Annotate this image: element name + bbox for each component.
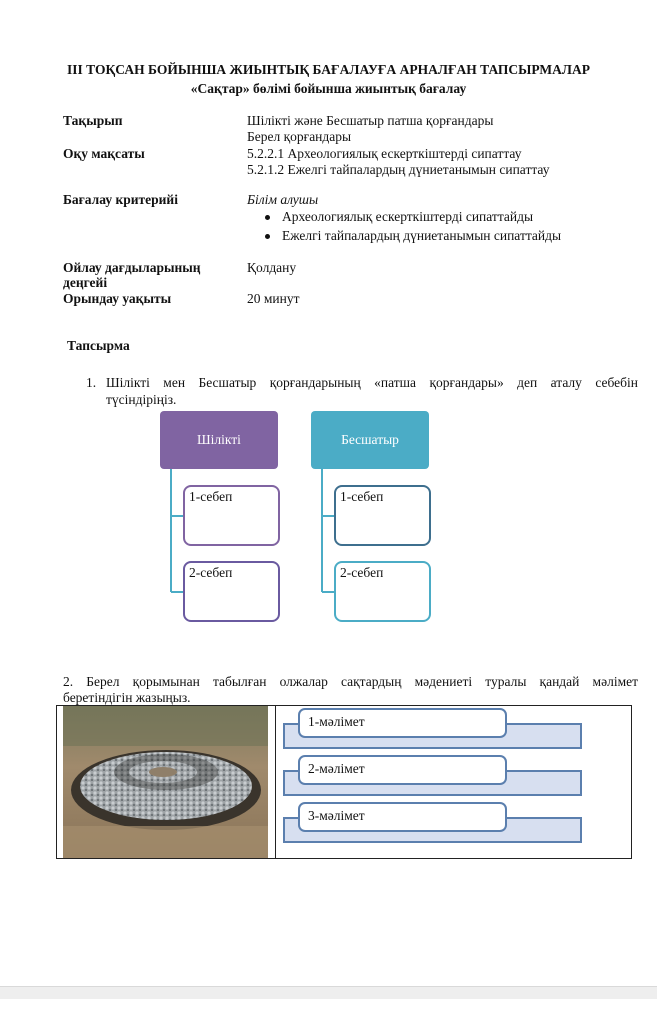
topic-value-1: Шілікті және Бесшатыр патша қорғандары xyxy=(247,113,494,128)
q1-number: 1. xyxy=(86,375,97,390)
q2-text-line1: 2. Берел қорымынан табылған олжалар сақтардың мәдениеті туралы қандай мәлімет xyxy=(63,674,638,689)
page-bottom-divider xyxy=(0,986,657,999)
goal-value-2: 5.2.1.2 Ежелгі тайпалардың дүниетанымын сипаттау xyxy=(247,162,550,177)
criteria-item: Археологиялық ескерткіштерді сипаттайды xyxy=(265,209,533,225)
level-label-1: Ойлау дағдыларының xyxy=(63,260,201,275)
q2-table-divider xyxy=(275,705,276,859)
q1-text-line1: Шілікті мен Бесшатыр қорғандарының «патша қорғандары» деп аталу себебін xyxy=(106,375,638,390)
kurgan-photo xyxy=(63,706,268,858)
shilikti-header: Шілікті xyxy=(160,411,278,469)
criteria-intro: Білім алушы xyxy=(247,192,319,207)
q2-text-line2: беретіндігін жазыңыз. xyxy=(63,690,191,705)
topic-value-2: Берел қорғандары xyxy=(247,129,352,144)
info-item-1[interactable]: 1-мәлімет xyxy=(298,708,507,738)
time-value: 20 минут xyxy=(247,291,300,306)
page-subtitle: «Сақтар» бөлімі бойынша жиынтық бағалау xyxy=(190,81,467,96)
time-label: Орындау уақыты xyxy=(63,291,172,306)
besshatyr-reason-2-box[interactable]: 2-себеп xyxy=(334,561,431,622)
level-label-2: деңгейі xyxy=(63,275,108,290)
goal-value-1: 5.2.2.1 Археологиялық ескерткіштерді сипаттау xyxy=(247,146,522,161)
shilikti-reason-1-box[interactable]: 1-себеп xyxy=(183,485,280,546)
besshatyr-reason-1-box[interactable]: 1-себеп xyxy=(334,485,431,546)
criteria-label: Бағалау критерийі xyxy=(63,192,178,207)
info-item-3[interactable]: 3-мәлімет xyxy=(298,802,507,832)
q1-text-line2: түсіндіріңіз. xyxy=(106,392,177,407)
shilikti-reason-2-box[interactable]: 2-себеп xyxy=(183,561,280,622)
page-title: ІІІ ТОҚСАН БОЙЫНША ЖИЫНТЫҚ БАҒАЛАУҒА АРНАЛҒАН ТАПСЫРМАЛАР xyxy=(67,62,590,77)
besshatyr-header: Бесшатыр xyxy=(311,411,429,469)
task-heading: Тапсырма xyxy=(67,338,130,353)
topic-label: Тақырып xyxy=(63,113,123,128)
goal-label: Оқу мақсаты xyxy=(63,146,145,161)
criteria-item: Ежелгі тайпалардың дүниетанымын сипаттайды xyxy=(265,228,561,244)
info-item-2[interactable]: 2-мәлімет xyxy=(298,755,507,785)
level-value: Қолдану xyxy=(247,260,297,275)
